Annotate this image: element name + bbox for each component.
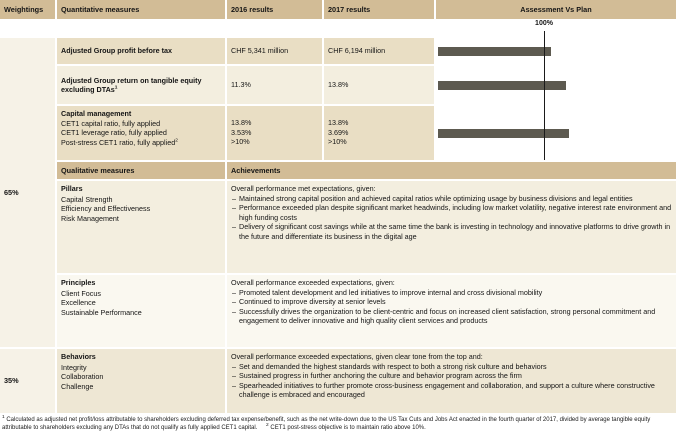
principles-item-client-focus: Client Focus <box>61 288 101 298</box>
behaviors-achievement-bullet: – Sustained progress in further anchoring the culture and behavior program across the firm <box>231 371 672 381</box>
pillars-item-risk-management: Risk Management <box>61 213 119 223</box>
measure-capital-management <box>57 106 225 160</box>
capital-2017-post-stress: >10% <box>328 137 347 146</box>
pillars-item-efficiency: Efficiency and Effectiveness <box>61 204 151 213</box>
capital-management-title: Capital management <box>61 109 132 118</box>
measure-principles <box>57 275 225 347</box>
measure-pillars <box>57 181 225 273</box>
measure-behaviors <box>57 349 225 413</box>
rote-footnote-ref: 1 <box>114 85 118 91</box>
rote-assessment-bar <box>438 81 566 90</box>
profit-2016-value: CHF 5,341 million <box>227 38 322 64</box>
profit-assessment-cell <box>436 38 676 64</box>
footnotes <box>0 413 676 433</box>
capital-2016-post-stress: >10% <box>231 137 250 146</box>
rote-assessment-cell <box>436 66 676 104</box>
plan-100-percent-label: 100% <box>535 20 553 27</box>
capital-2016-cet1-ratio: 13.8% <box>231 118 252 127</box>
principles-achievements-intro: Overall performance exceeded expectations, given: <box>231 278 395 287</box>
principles-item-excellence: Excellence <box>61 298 96 307</box>
capital-2017-values <box>324 106 434 160</box>
rote-2016-value: 11.3% <box>227 66 322 104</box>
header-qualitative-measures: Qualitative measures <box>57 162 225 179</box>
capital-2017-leverage-ratio: 3.69% <box>328 127 349 137</box>
header-2017-results: 2017 results <box>324 0 434 19</box>
profit-assessment-bar <box>438 47 551 56</box>
pillars-achievement-bullet: – Maintained strong capital position and achieved capital ratios while optimizing usage by business divisions and legal entities <box>231 194 672 204</box>
behaviors-achievement-bullet: – Set and demanded the highest standards with respect to both a strong risk culture and behaviors <box>231 362 672 372</box>
capital-assessment-bar <box>438 129 569 138</box>
capital-assessment-cell <box>436 106 676 160</box>
principles-achievements <box>227 275 676 347</box>
pillars-item-capital-strength: Capital Strength <box>61 194 113 204</box>
behaviors-achievement-bullet: – Spearheaded initiatives to further promote cross-business engagement and collaboration, and support a culture where constructive challenge is embraced and encouraged <box>231 381 672 400</box>
header-2016-results: 2016 results <box>227 0 322 19</box>
plan-100-percent-line <box>544 31 545 160</box>
header-weightings: Weightings <box>0 0 55 19</box>
footnote-1-ref: 1 <box>2 415 5 420</box>
assessment-scale-band <box>0 21 676 36</box>
pillars-achievements <box>227 181 676 273</box>
behaviors-title: Behaviors <box>61 352 96 361</box>
behaviors-achievements <box>227 349 676 413</box>
behaviors-item-integrity: Integrity <box>61 362 87 372</box>
capital-sub-measure-cet1-leverage: CET1 leverage ratio, fully applied <box>61 128 167 137</box>
post-stress-footnote-ref: 2 <box>175 138 178 144</box>
rote-2017-value: 13.8% <box>324 66 434 104</box>
behaviors-item-collaboration: Collaboration <box>61 372 104 381</box>
principles-achievement-bullet: – Promoted talent development and led initiatives to improve internal and cross divisional mobility <box>231 288 672 298</box>
capital-2017-cet1-ratio: 13.8% <box>328 118 349 127</box>
pillars-achievement-bullet: – Delivery of significant cost savings while at the same time the bank is investing in technology and innovative platforms to drive growth in the future and differentiate its business in the digital age <box>231 222 672 241</box>
rote-measure-label: Adjusted Group return on tangible equity excluding DTAs <box>61 75 202 94</box>
weighting-35-percent: 35% <box>0 349 55 413</box>
capital-2016-values <box>227 106 322 160</box>
capital-sub-measure-cet1-capital: CET1 capital ratio, fully applied <box>61 118 161 128</box>
header-assessment-vs-plan: Assessment Vs Plan <box>436 0 676 19</box>
footnote-2-text: CET1 post-stress objective is to maintain ratio above 10%. <box>270 424 426 431</box>
weighting-65-percent: 65% <box>0 38 55 347</box>
behaviors-item-challenge: Challenge <box>61 381 94 391</box>
measure-return-on-tangible-equity <box>57 66 225 104</box>
principles-achievement-bullet: – Successfully drives the organization to be client-centric and focus on increased client satisfaction, strong personal commitment and engagement to deliver innovative and high quality client services and products <box>231 307 672 326</box>
profit-2017-value: CHF 6,194 million <box>324 38 434 64</box>
capital-sub-measure-post-stress: Post-stress CET1 ratio, fully applied$^2$ <box>61 137 178 147</box>
pillars-title: Pillars <box>61 184 83 193</box>
pillars-achievement-bullet: – Performance exceeded plan despite significant market headwinds, including low market volatility, negative interest rate environment and high funding costs <box>231 203 672 222</box>
pillars-achievements-intro: Overall performance met expectations, given: <box>231 184 376 193</box>
footnote-1-text: Calculated as adjusted net profit/loss attributable to shareholders excluding deferred tax expense/benefit, such as the net write-down due to the US Tax Cuts and Jobs Act enacted in the fourth quarter of 2017, divided by average tangible equity attributable to shareholders excluding any DTAs that do not qualify as fully applied CET1 capital. <box>2 417 651 431</box>
behaviors-achievements-intro: Overall performance exceeded expectations, given clear tone from the top and: <box>231 352 483 361</box>
capital-2016-leverage-ratio: 3.53% <box>231 127 252 137</box>
header-quantitative-measures: Quantitative measures <box>57 0 225 19</box>
header-achievements: Achievements <box>227 162 676 179</box>
principles-achievement-bullet: – Continued to improve diversity at senior levels <box>231 297 672 307</box>
principles-item-sustainable-performance: Sustainable Performance <box>61 307 142 317</box>
principles-title: Principles <box>61 278 96 287</box>
footnote-2-ref: 2 <box>266 422 269 428</box>
measure-adjusted-group-profit: Adjusted Group profit before tax <box>57 38 225 64</box>
